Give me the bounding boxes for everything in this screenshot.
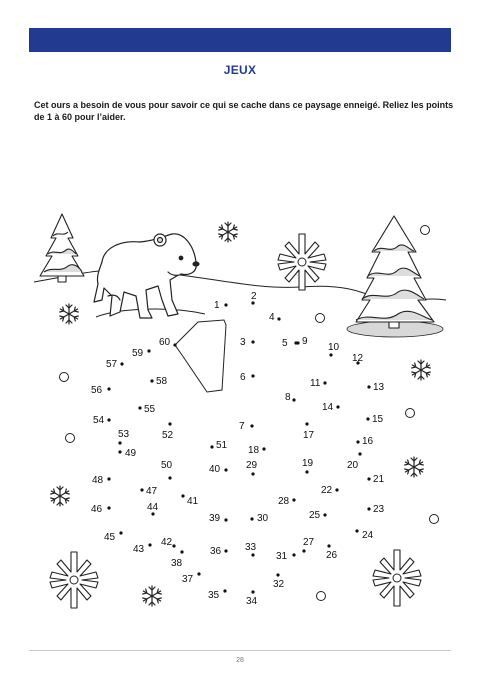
dot-48[interactable] — [107, 477, 110, 480]
dot-20[interactable] — [358, 452, 361, 455]
dot-11[interactable] — [323, 381, 326, 384]
dot-number-43: 43 — [133, 544, 145, 555]
dot-13[interactable] — [367, 385, 370, 388]
dot-number-32: 32 — [273, 579, 285, 590]
dot-number-8: 8 — [285, 392, 291, 403]
dot-number-39: 39 — [209, 513, 221, 524]
snowflake-large — [278, 234, 326, 290]
snowflake — [412, 360, 431, 380]
dot-53[interactable] — [118, 441, 121, 444]
dot-number-46: 46 — [91, 504, 103, 515]
dot-33[interactable] — [251, 553, 254, 556]
dot-number-5: 5 — [282, 338, 288, 349]
dot-number-12: 12 — [352, 353, 364, 364]
snowflake — [219, 222, 238, 242]
dot-number-41: 41 — [187, 496, 199, 507]
dot-10[interactable] — [329, 353, 332, 356]
dot-number-16: 16 — [362, 436, 374, 447]
dot-28[interactable] — [292, 498, 295, 501]
dot-number-18: 18 — [248, 445, 260, 456]
dot-29[interactable] — [251, 472, 254, 475]
dot-14[interactable] — [336, 405, 339, 408]
snowflake-large — [373, 550, 421, 606]
snowflake — [51, 486, 70, 506]
dot-number-19: 19 — [302, 458, 314, 469]
dot-number-42: 42 — [161, 537, 173, 548]
dot-number-6: 6 — [240, 372, 246, 383]
dot-23[interactable] — [367, 507, 370, 510]
dot-42[interactable] — [172, 544, 175, 547]
dot-39[interactable] — [224, 518, 227, 521]
dot-51[interactable] — [210, 445, 213, 448]
dot-35[interactable] — [223, 589, 226, 592]
dot-1[interactable] — [224, 303, 227, 306]
dot-26[interactable] — [327, 544, 330, 547]
dot-number-38: 38 — [171, 558, 183, 569]
dot-57[interactable] — [120, 362, 123, 365]
dot-number-10: 10 — [328, 342, 340, 353]
dot-19[interactable] — [305, 470, 308, 473]
dot-40[interactable] — [224, 468, 227, 471]
dot-number-4: 4 — [269, 312, 275, 323]
dot-points — [91, 291, 385, 607]
dot-number-59: 59 — [132, 348, 144, 359]
dot-15[interactable] — [366, 417, 369, 420]
dot-number-7: 7 — [239, 421, 245, 432]
snowflake — [405, 457, 424, 477]
dot-9[interactable] — [296, 341, 299, 344]
dot-number-44: 44 — [147, 502, 159, 513]
dot-37[interactable] — [197, 572, 200, 575]
snowflake — [60, 304, 79, 324]
instructions-text: Cet ours a besoin de vous pour savoir ce qui se cache dans ce paysage enneigé. Reliez les points de 1 à 60 pour l’aider. — [34, 100, 454, 122]
dot-number-29: 29 — [246, 460, 258, 471]
dot-number-40: 40 — [209, 464, 221, 475]
dot-18[interactable] — [262, 447, 265, 450]
dot-36[interactable] — [224, 549, 227, 552]
dot-number-23: 23 — [373, 504, 385, 515]
page-title: JEUX — [223, 63, 257, 77]
pine-tree-left — [40, 214, 84, 282]
dot-number-26: 26 — [326, 550, 338, 561]
dot-32[interactable] — [276, 573, 279, 576]
dot-number-33: 33 — [245, 542, 257, 553]
dot-number-24: 24 — [362, 530, 374, 541]
dot-number-20: 20 — [347, 460, 359, 471]
dot-7[interactable] — [250, 424, 253, 427]
dot-number-51: 51 — [216, 440, 228, 451]
dot-number-13: 13 — [373, 382, 385, 393]
dot-number-14: 14 — [322, 402, 334, 413]
dot-number-3: 3 — [240, 337, 246, 348]
dot-number-60: 60 — [159, 337, 171, 348]
dot-59[interactable] — [147, 349, 150, 352]
dot-number-1: 1 — [214, 300, 220, 311]
dot-number-56: 56 — [91, 385, 103, 396]
dot-60[interactable] — [173, 343, 176, 346]
dot-number-17: 17 — [303, 430, 315, 441]
dot-45[interactable] — [119, 531, 122, 534]
dot-number-52: 52 — [162, 430, 174, 441]
dot-number-58: 58 — [156, 376, 168, 387]
dot-number-55: 55 — [144, 404, 156, 415]
dot-3[interactable] — [251, 340, 254, 343]
dot-number-2: 2 — [251, 291, 257, 302]
dot-16[interactable] — [356, 440, 359, 443]
dot-55[interactable] — [138, 406, 141, 409]
dot-number-48: 48 — [92, 475, 104, 486]
dot-number-57: 57 — [106, 359, 118, 370]
dot-56[interactable] — [107, 387, 110, 390]
dot-number-53: 53 — [118, 429, 130, 440]
dot-number-45: 45 — [104, 532, 116, 543]
dot-number-11: 11 — [310, 378, 321, 389]
dot-number-50: 50 — [161, 460, 173, 471]
dot-number-37: 37 — [182, 574, 194, 585]
pre-drawn-outline — [175, 320, 226, 392]
dot-25[interactable] — [323, 513, 326, 516]
dot-number-34: 34 — [246, 596, 258, 607]
dot-22[interactable] — [335, 488, 338, 491]
dot-number-22: 22 — [321, 485, 333, 496]
page-number: 28 — [236, 657, 244, 664]
dot-31[interactable] — [292, 553, 295, 556]
dot-38[interactable] — [180, 550, 183, 553]
dot-54[interactable] — [107, 418, 110, 421]
dot-number-35: 35 — [208, 590, 220, 601]
dot-number-30: 30 — [257, 513, 269, 524]
dot-41[interactable] — [181, 494, 184, 497]
dot-number-54: 54 — [93, 415, 105, 426]
dot-46[interactable] — [107, 506, 110, 509]
dot-47[interactable] — [140, 488, 143, 491]
dot-number-15: 15 — [372, 414, 384, 425]
dot-8[interactable] — [292, 398, 295, 401]
dot-6[interactable] — [251, 374, 254, 377]
dot-58[interactable] — [150, 379, 153, 382]
footer-divider — [29, 650, 451, 651]
dot-49[interactable] — [118, 450, 121, 453]
dot-34[interactable] — [251, 590, 254, 593]
dot-52[interactable] — [168, 422, 171, 425]
dot-number-21: 21 — [373, 474, 385, 485]
dot-4[interactable] — [277, 317, 280, 320]
dot-24[interactable] — [355, 529, 358, 532]
dot-number-27: 27 — [303, 537, 315, 548]
dot-number-28: 28 — [278, 496, 290, 507]
dot-number-49: 49 — [125, 448, 137, 459]
dot-43[interactable] — [148, 543, 151, 546]
dot-number-9: 9 — [302, 336, 308, 347]
dot-50[interactable] — [168, 476, 171, 479]
dot-number-31: 31 — [276, 551, 288, 562]
dot-number-25: 25 — [309, 510, 321, 521]
dot-30[interactable] — [250, 517, 253, 520]
snowflake — [143, 586, 162, 606]
dot-17[interactable] — [305, 422, 308, 425]
dot-number-36: 36 — [210, 546, 222, 557]
dot-21[interactable] — [367, 477, 370, 480]
snowflake-large — [50, 552, 98, 608]
dot-27[interactable] — [302, 549, 305, 552]
dot-number-47: 47 — [146, 486, 158, 497]
